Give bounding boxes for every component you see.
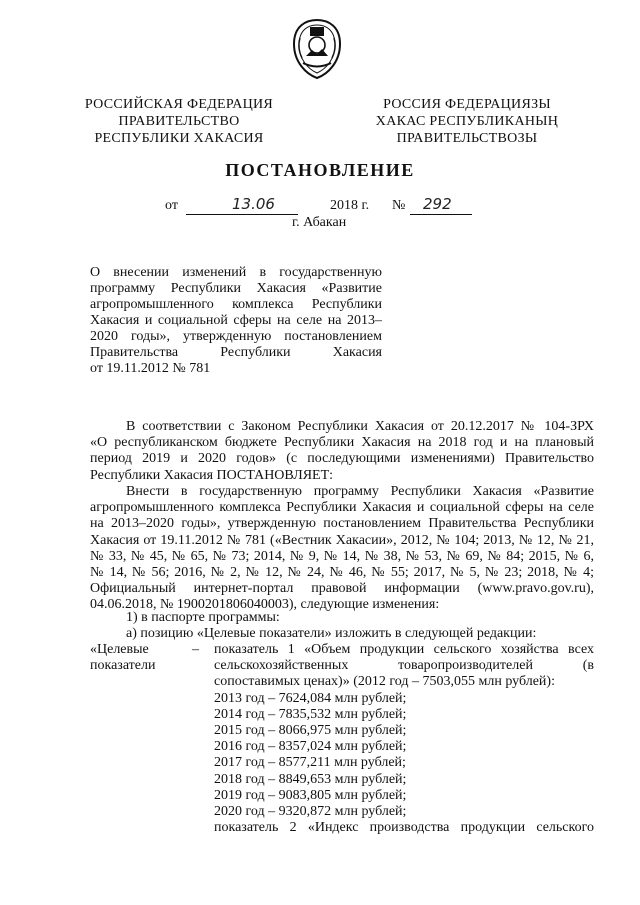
subject-line: О внесении изменений в государственную	[90, 265, 382, 280]
value-line: показатель 1 «Объем продукции сельского хозяйства всех	[214, 642, 594, 657]
header-russian	[84, 96, 274, 147]
item-a: а) позицию «Целевые показатели» изложить в следующей редакции:	[126, 626, 537, 642]
value-line: 2013 год – 7624,084 млн рублей;	[214, 690, 407, 706]
text-line: Внести в государственную программу Республики Хакасия «Развитие	[126, 484, 594, 499]
year-label: 2018 г.	[330, 198, 370, 213]
table-dash: –	[192, 642, 199, 657]
subject-line: Хакасия и социальной сферы на селе на 2013–	[90, 313, 382, 328]
header-line: ПРАВИТЕЛЬСТВО	[118, 114, 240, 129]
text-line: период 2019 и 2020 годов» (с последующими изменениями) Правительство	[90, 451, 594, 467]
paragraph-2	[90, 484, 594, 614]
text-line: «О республиканском бюджете Республики Хакасия на 2018 год и на плановый	[90, 435, 594, 451]
date-value: 13.06	[232, 195, 275, 213]
value-line: 2015 год – 8066,975 млн рублей;	[214, 723, 407, 739]
text-line: 04.06.2018, № 1900201806040003), следующие изменения:	[90, 597, 440, 613]
text-line: Хакасия от 19.11.2012 № 781 («Вестник Хакасии», 2012, № 104; 2013, № 12, № 21,	[90, 532, 594, 548]
value-line: сопоставимых ценах)» (2012 год – 7503,055 млн рублей):	[214, 674, 555, 690]
subject-line: 2020 годы», утвержденную постановлением	[90, 329, 382, 344]
table-label	[90, 642, 156, 674]
value-line: сельскохозяйственных товаропроизводителей (в	[214, 658, 594, 674]
subject-line: агропромышленного комплекса Республики	[90, 297, 382, 312]
header-line: РОССИЙСКАЯ ФЕДЕРАЦИЯ	[84, 97, 274, 112]
subject-block	[90, 265, 382, 377]
date-underline	[186, 214, 298, 215]
number-value: 292	[423, 195, 452, 213]
text-line: Официальный интернет-портал правовой информации (www.pravo.gov.ru),	[90, 581, 594, 597]
text-line: В соответствии с Законом Республики Хакасия от 20.12.2017 № 104-ЗРХ	[126, 419, 594, 434]
city: г. Абакан	[292, 215, 347, 230]
value-line: показатель 2 «Индекс производства продукции сельского	[214, 820, 594, 836]
text-line: агропромышленного комплекса Республики Хакасия и социальной сферы на селе	[90, 500, 594, 516]
header-line: РЕСПУБЛИКИ ХАКАСИЯ	[94, 131, 264, 146]
from-label: от	[165, 198, 178, 213]
item-1: 1) в паспорте программы:	[126, 610, 280, 625]
value-line: 2019 год – 9083,805 млн рублей;	[214, 787, 407, 803]
text-line: Республики Хакасия ПОСТАНОВЛЯЕТ:	[90, 467, 334, 483]
value-line: 2016 год – 8357,024 млн рублей;	[214, 739, 407, 755]
text-line: № 33, № 45, № 65, № 73; 2014, № 9, № 14, № 38, № 53, № 69, № 84; 2015, № 6,	[90, 548, 594, 564]
header-line: ХАКАС РЕСПУБЛИКАНЫҢ	[375, 114, 559, 129]
subject-line: Правительства Республики Хакасия	[90, 345, 382, 360]
number-sign: №	[392, 198, 406, 213]
header-khakas	[362, 96, 572, 147]
subject-line: от 19.11.2012 № 781	[90, 361, 211, 376]
header-line: РОССИЯ ФЕДЕРАЦИЯЗЫ	[383, 97, 551, 112]
table-values	[214, 642, 594, 836]
subject-line: программу Республики Хакасия «Развитие	[90, 281, 382, 296]
number-underline	[410, 214, 472, 215]
item-list	[90, 610, 594, 642]
value-line: 2014 год – 7835,532 млн рублей;	[214, 706, 407, 722]
text-line: на 2013–2020 годы», утвержденную постановлением Правительства Республики	[90, 516, 594, 532]
header-line: ПРАВИТЕЛЬСТВОЗЫ	[396, 131, 538, 146]
label-line: показатели	[90, 658, 156, 674]
value-line: 2020 год – 9320,872 млн рублей;	[214, 804, 407, 820]
value-line: 2018 год – 8849,653 млн рублей;	[214, 771, 407, 787]
coat-of-arms-icon	[290, 18, 344, 80]
value-line: 2017 год – 8577,211 млн рублей;	[214, 755, 406, 771]
paragraph-1	[90, 419, 594, 484]
text-line: № 14, № 56; 2016, № 2, № 12, № 24, № 46, № 55; 2017, № 5, № 23; 2018, № 4;	[90, 565, 594, 581]
document-title: ПОСТАНОВЛЕНИЕ	[225, 160, 415, 180]
label-line: «Целевые	[90, 642, 149, 657]
